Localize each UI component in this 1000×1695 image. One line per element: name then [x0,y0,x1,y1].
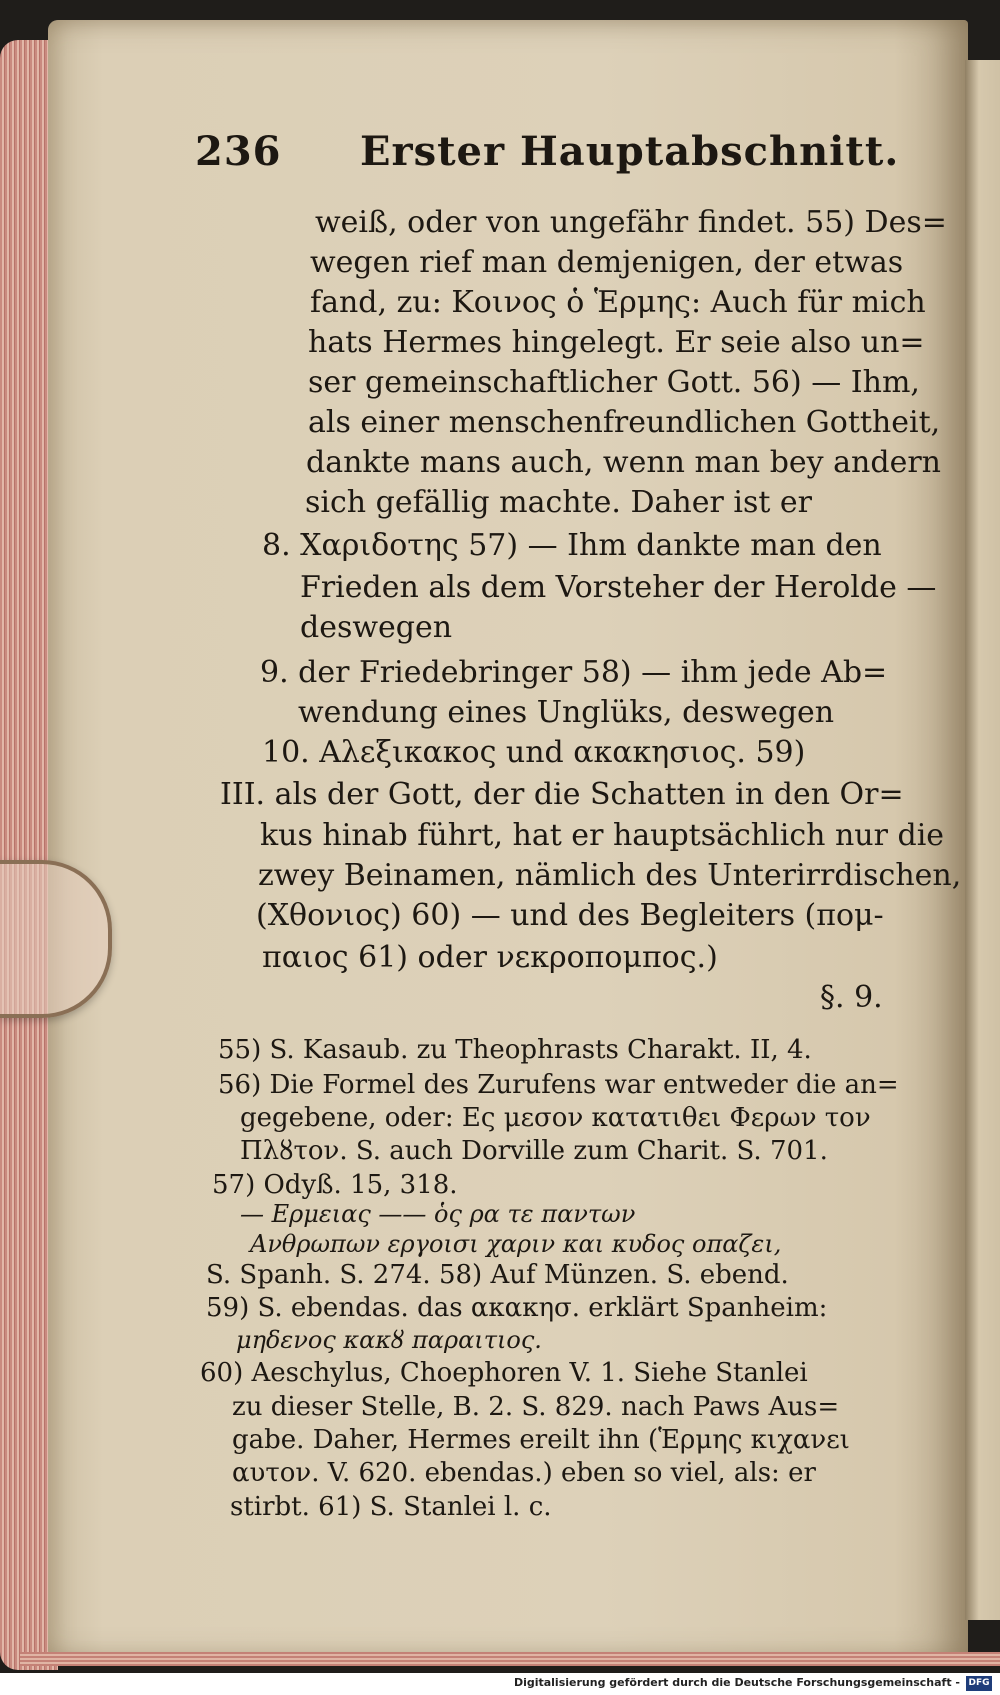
body-line: dankte mans auch, wenn man bey andern [306,445,941,480]
page-edges-bottom [20,1652,1000,1666]
footnote-line: stirbt. 61) S. Stanlei l. c. [230,1492,552,1522]
running-head: Erster Hauptabschnitt. [360,128,900,175]
body-line: παιος 61) oder νεκροπομπος.) [262,940,718,975]
body-line: III. als der Gott, der die Schatten in den Or= [220,777,904,812]
body-line: hats Hermes hingelegt. Er seie also un= [308,325,925,360]
body-line: sich gefällig machte. Daher ist er [305,485,813,520]
body-line: als einer menschenfreundlichen Gottheit, [308,405,941,440]
body-line: 10. Αλεξικακος und ακακησιος. 59) [262,735,806,770]
footnote-line: Πλȣτον. S. auch Dorville zum Charit. S. 701. [240,1136,828,1166]
dfg-logo-icon: DFG [966,1676,992,1691]
body-line: wegen rief man demjenigen, der etwas [310,245,904,280]
footnote-line: 57) Odyß. 15, 318. [212,1170,458,1200]
body-line: wendung eines Unglüks, deswegen [298,695,835,730]
footnote-line: 55) S. Kasaub. zu Theophrasts Charakt. II, 4. [218,1035,812,1065]
body-line: (Χθονιος) 60) — und des Begleiters (πομ- [256,898,884,933]
digitization-footer [0,1673,1000,1695]
body-line: 8. Χαριδοτης 57) — Ihm dankte man den [262,528,882,563]
footnote-quote: μηδενος κακȣ παραιτιος. [236,1326,542,1354]
footnote-line: 56) Die Formel des Zurufens war entweder die an= [218,1070,899,1100]
body-line: fand, zu: Κοινος ὁ Ἑρμης: Auch für mich [310,285,926,320]
body-line: ser gemeinschaftlicher Gott. 56) — Ihm, [308,365,920,400]
body-line: deswegen [300,610,453,645]
section-sign: §. 9. [820,980,883,1015]
body-line: Frieden als dem Vorsteher der Herolde — [300,570,937,605]
footnote-quote: Ανθρωπων εργοισι χαριν και κυδος οπαζει, [250,1230,782,1258]
footnote-line: gegebene, oder: Ες μεσον κατατιθει Φερων τον [240,1103,871,1133]
body-line: kus hinab führt, hat er hauptsächlich nur die [260,818,945,853]
footnote-line: gabe. Daher, Hermes ereilt ihn (Ἑρμης κιχανει [232,1425,850,1455]
footnote-line: 59) S. ebendas. das ακακησ. erklärt Spanheim: [206,1293,828,1323]
body-line: zwey Beinamen, nämlich des Unterirrdischen, [258,858,962,893]
footnote-line: 60) Aeschylus, Choephoren V. 1. Siehe Stanlei [200,1358,808,1388]
footnote-line: αυτον. V. 620. ebendas.) eben so viel, als: er [232,1458,816,1488]
footer-credit: Digitalisierung gefördert durch die Deutsche Forschungsgemeinschaft - [513,1676,960,1689]
footnote-quote: — Ερμειας —— ὁς ρα τε παντων [240,1200,636,1228]
body-line: weiß, oder von ungefähr findet. 55) Des= [315,205,947,240]
facing-page-edge [965,60,1000,1620]
footnote-line: S. Spanh. S. 274. 58) Auf Münzen. S. ebend. [206,1260,789,1290]
footnote-line: zu dieser Stelle, B. 2. S. 829. nach Paws Aus= [232,1392,840,1422]
page-number: 236 [195,128,282,175]
body-line: 9. der Friedebringer 58) — ihm jede Ab= [260,655,888,690]
